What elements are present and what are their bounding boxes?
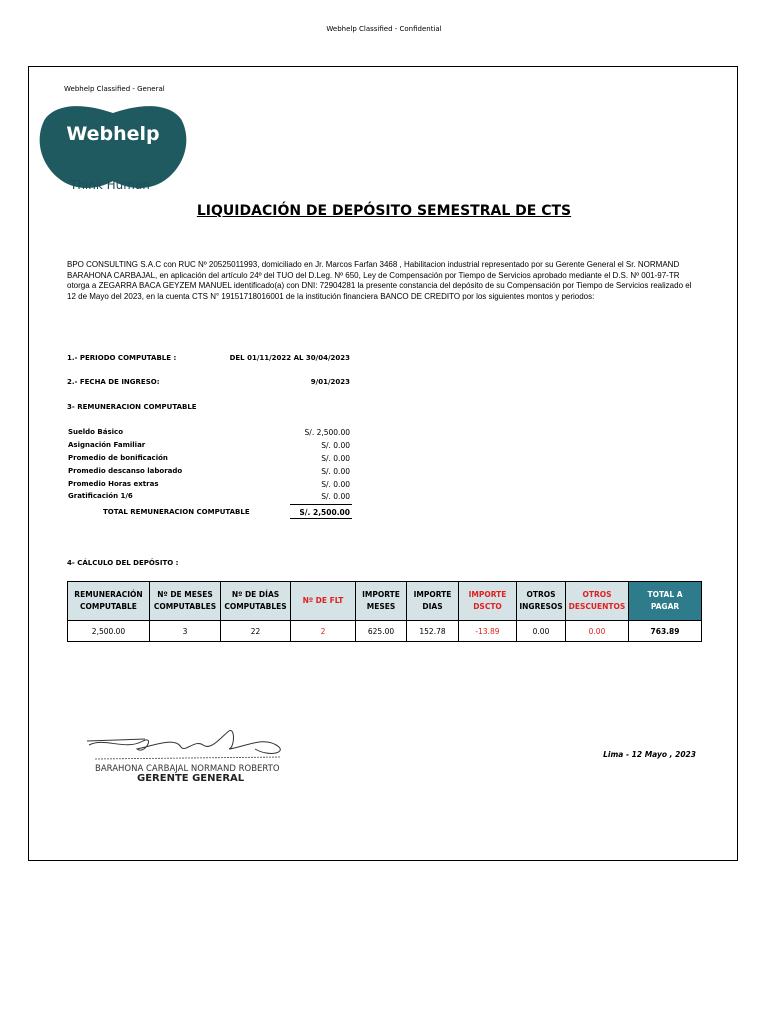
periodo-label: 1.- PERIODO COMPUTABLE : bbox=[67, 354, 177, 362]
item-label-5: Gratificación 1/6 bbox=[68, 492, 133, 500]
cell-dias: 22 bbox=[221, 621, 291, 642]
table-header-row bbox=[68, 582, 702, 621]
periodo-value: DEL 01/11/2022 AL 30/04/2023 bbox=[229, 354, 350, 362]
signatory-name: BARAHONA CARBAJAL NORMAND ROBERTO bbox=[95, 764, 280, 774]
col-meses: Nº DE MESES COMPUTABLES bbox=[150, 582, 221, 621]
inner-classification: Webhelp Classified - General bbox=[64, 85, 165, 93]
ingreso-value: 9/01/2023 bbox=[310, 378, 350, 386]
col-otros-ingresos: OTROS INGRESOS bbox=[517, 582, 566, 621]
item-label-1: Asignación Familiar bbox=[68, 441, 146, 449]
ingreso-label: 2.- FECHA DE INGRESO: bbox=[67, 378, 160, 386]
col-importe-dscto: IMPORTE DSCTO bbox=[459, 582, 517, 621]
cell-importe-meses: 625.00 bbox=[356, 621, 407, 642]
cell-total: 763.89 bbox=[629, 621, 702, 642]
cell-importe-dscto: -13.89 bbox=[459, 621, 517, 642]
deposit-table bbox=[67, 581, 702, 642]
col-otros-descuentos: OTROS DESCUENTOS bbox=[566, 582, 629, 621]
handwritten-signature-icon bbox=[85, 727, 285, 767]
calculo-heading: 4- CÁLCULO DEL DEPÓSITO : bbox=[67, 559, 179, 567]
col-remuneracion: REMUNERACIÓN COMPUTABLE bbox=[68, 582, 150, 621]
cell-otros-descuentos: 0.00 bbox=[566, 621, 629, 642]
col-dias: Nº DE DÍAS COMPUTABLES bbox=[221, 582, 291, 621]
logo-text: Webhelp bbox=[66, 123, 160, 145]
document-classification: Webhelp Classified - Confidential bbox=[326, 25, 442, 33]
cell-flt: 2 bbox=[291, 621, 356, 642]
total-rule-bottom bbox=[290, 518, 352, 519]
col-importe-meses: IMPORTE MESES bbox=[356, 582, 407, 621]
item-value-4: S/. 0.00 bbox=[321, 480, 350, 489]
intro-paragraph: BPO CONSULTING S.A.C con RUC Nº 20525011993, domiciliado en Jr. Marcos Farfan 3468 , Habilitacion industrial representado por su Gerente General el Sr. NORMAND BARAHONA CARBAJAL, en aplicación del artículo 24º del TUO del D.Leg. Nº 650, Ley de Compensación por Tiempo de Servicios aprobado mediante el D.S. Nº 001-97-TR otorga a ZEGARRA BACA GEYZEM MANUEL identificado(a) con DNI: 72904281 la presente constancia del depósito de su Compensación por Tiempo de Servicios realizado el 12 de Mayo del 2023, en la cuenta CTS N° 19151718016001 de la institución financiera BANCO DE CREDITO por los siguientes montos y periodos: bbox=[67, 260, 692, 301]
cell-meses: 3 bbox=[150, 621, 221, 642]
remuneracion-heading: 3- REMUNERACION COMPUTABLE bbox=[67, 403, 197, 411]
item-label-2: Promedio de bonificación bbox=[68, 454, 168, 462]
cell-otros-ingresos: 0.00 bbox=[517, 621, 566, 642]
place-date: Lima - 12 Mayo , 2023 bbox=[603, 750, 696, 759]
item-value-0: S/. 2,500.00 bbox=[304, 428, 350, 437]
total-value: S/. 2,500.00 bbox=[299, 508, 350, 517]
signatory-role: GERENTE GENERAL bbox=[137, 773, 245, 784]
cell-importe-dias: 152.78 bbox=[407, 621, 459, 642]
col-total: TOTAL A PAGAR bbox=[629, 582, 702, 621]
col-importe-dias: IMPORTE DIAS bbox=[407, 582, 459, 621]
brand-tagline: Think Human bbox=[70, 178, 150, 192]
item-label-3: Promedio descanso laborado bbox=[68, 467, 183, 475]
total-label: TOTAL REMUNERACION COMPUTABLE bbox=[103, 508, 250, 516]
col-flt: Nº DE FLT bbox=[291, 582, 356, 621]
item-value-5: S/. 0.00 bbox=[321, 492, 350, 501]
document-title: LIQUIDACIÓN DE DEPÓSITO SEMESTRAL DE CTS bbox=[196, 203, 572, 219]
item-value-2: S/. 0.00 bbox=[321, 454, 350, 463]
item-label-4: Promedio Horas extras bbox=[68, 480, 159, 488]
item-value-3: S/. 0.00 bbox=[321, 467, 350, 476]
cell-remuneracion: 2,500.00 bbox=[68, 621, 150, 642]
item-label-0: Sueldo Básico bbox=[68, 428, 124, 436]
item-value-1: S/. 0.00 bbox=[321, 441, 350, 450]
total-rule-top bbox=[290, 504, 352, 505]
table-row bbox=[68, 621, 702, 642]
